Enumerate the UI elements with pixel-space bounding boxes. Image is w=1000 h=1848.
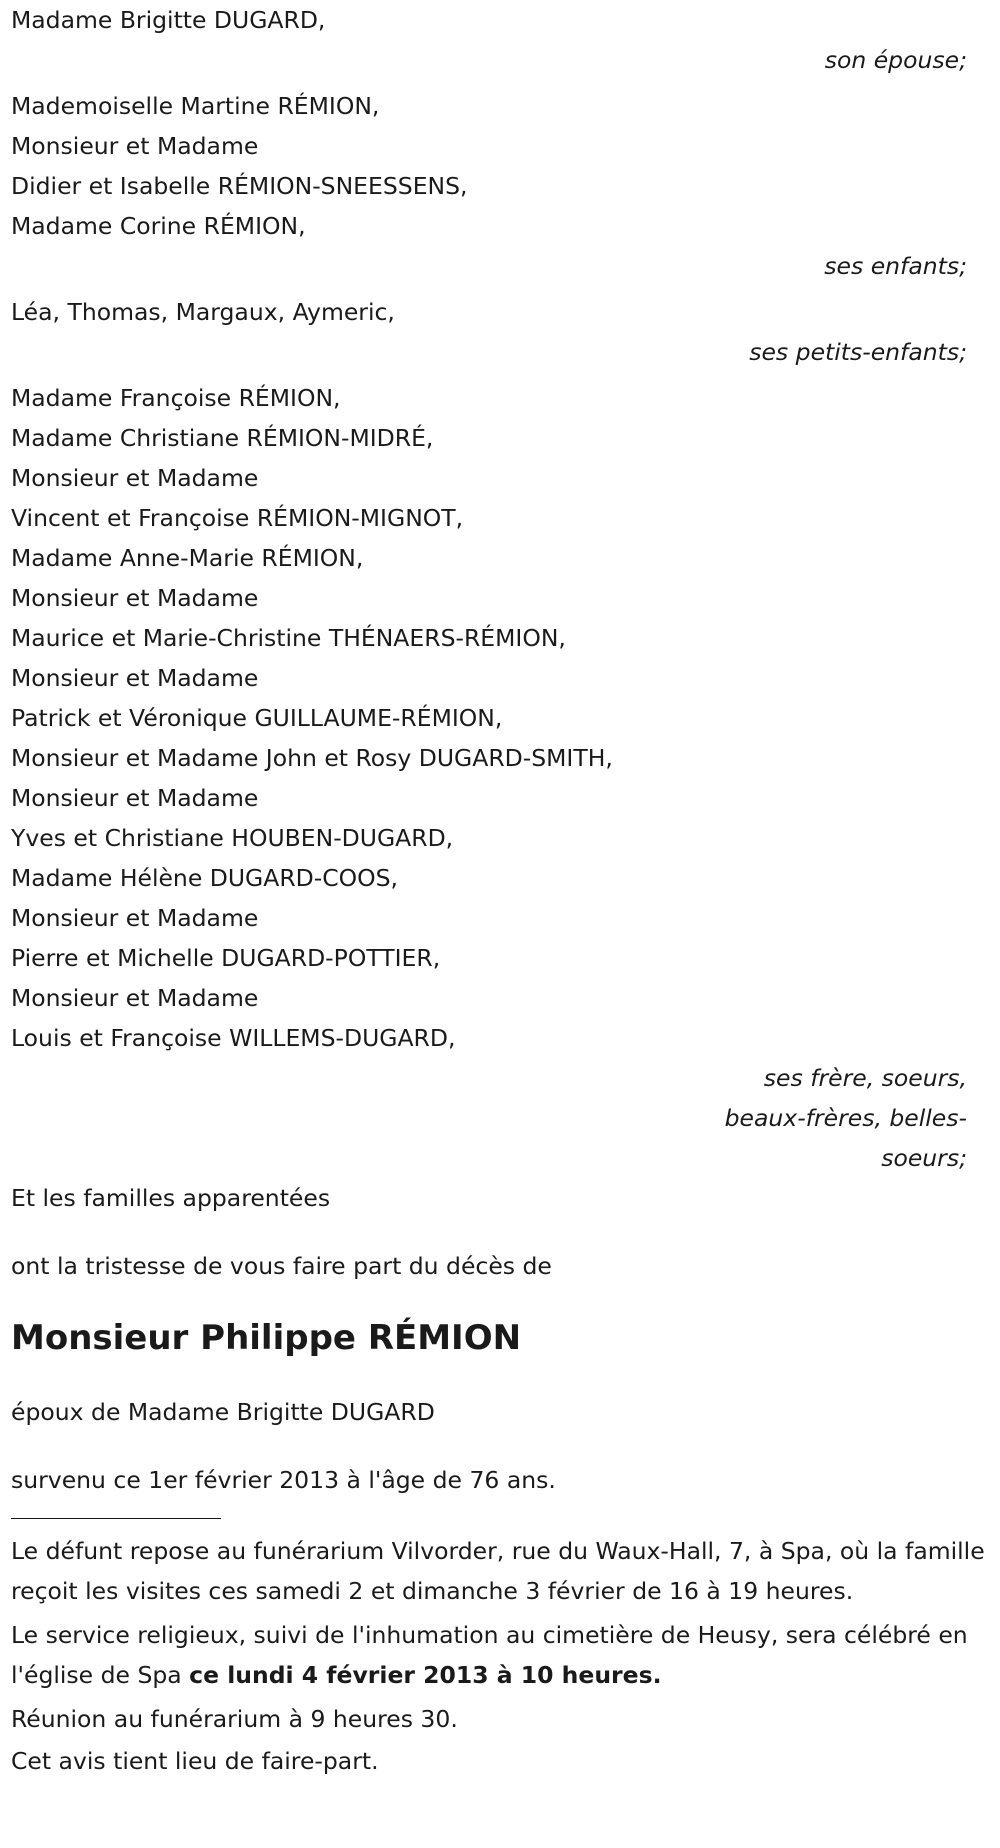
sibling-line: Monsieur et Madame [11, 584, 259, 612]
related-families: Et les familles apparentées [11, 1184, 331, 1212]
siblings-role-line: beaux-frères, belles- [724, 1104, 967, 1132]
sibling-line: Vincent et Françoise RÉMION-MIGNOT, [11, 504, 464, 532]
visitation-info: Le défunt repose au funérarium Vilvorder, rue du Waux-Hall, 7, à Spa, où la famille reçoit les visites ces samedi 2 et dimanche 3 février de 16 à 19 heures. [11, 1537, 985, 1605]
siblings-role-line: soeurs; [881, 1144, 967, 1172]
announcement-text: ont la tristesse de vous faire part du décès de [11, 1252, 552, 1280]
sibling-line: Louis et Françoise WILLEMS-DUGARD, [11, 1024, 456, 1052]
sibling-line: Madame Anne-Marie RÉMION, [11, 544, 364, 572]
children-role: ses enfants; [824, 252, 967, 280]
grandchildren-role: ses petits-enfants; [749, 338, 967, 366]
spouse-of-text: époux de Madame Brigitte DUGARD [11, 1398, 435, 1426]
service-info [11, 1615, 991, 1695]
death-info: survenu ce 1er février 2013 à l'âge de 76 ans. [11, 1466, 556, 1494]
child-line: Didier et Isabelle RÉMION-SNEESSENS, [11, 172, 468, 200]
service-date-bold: ce lundi 4 février 2013 à 10 heures. [189, 1661, 662, 1689]
sibling-line: Monsieur et Madame John et Rosy DUGARD-SMITH, [11, 744, 613, 772]
grandchildren-names: Léa, Thomas, Margaux, Aymeric, [11, 298, 395, 326]
sibling-line: Pierre et Michelle DUGARD-POTTIER, [11, 944, 441, 972]
sibling-line: Monsieur et Madame [11, 464, 259, 492]
sibling-line: Madame Christiane RÉMION-MIDRÉ, [11, 424, 434, 452]
sibling-line: Monsieur et Madame [11, 984, 259, 1012]
child-line: Monsieur et Madame [11, 132, 259, 160]
sibling-line: Monsieur et Madame [11, 664, 259, 692]
service-text: Le service religieux, suivi de l'inhumation au cimetière de Heusy, sera célébré en l'église de Spa [11, 1621, 968, 1689]
meeting-info: Réunion au funérarium à 9 heures 30. [11, 1705, 458, 1733]
closing-note: Cet avis tient lieu de faire-part. [11, 1747, 379, 1775]
sibling-line: Madame Hélène DUGARD-COOS, [11, 864, 399, 892]
sibling-line: Yves et Christiane HOUBEN-DUGARD, [11, 824, 454, 852]
sibling-line: Monsieur et Madame [11, 784, 259, 812]
siblings-role-line: ses frère, soeurs, [763, 1064, 967, 1092]
children-list [11, 86, 989, 246]
sibling-line: Monsieur et Madame [11, 904, 259, 932]
siblings-list [11, 378, 989, 1058]
deceased-name: Monsieur Philippe RÉMION [11, 1318, 522, 1358]
sibling-line: Maurice et Marie-Christine THÉNAERS-RÉMION, [11, 624, 566, 652]
siblings-role [11, 1058, 989, 1178]
spouse-name: Madame Brigitte DUGARD, [11, 6, 326, 34]
spouse-role: son épouse; [824, 46, 967, 74]
sibling-line: Patrick et Véronique GUILLAUME-RÉMION, [11, 704, 503, 732]
child-line: Madame Corine RÉMION, [11, 212, 306, 240]
sibling-line: Madame Françoise RÉMION, [11, 384, 341, 412]
child-line: Mademoiselle Martine RÉMION, [11, 92, 380, 120]
